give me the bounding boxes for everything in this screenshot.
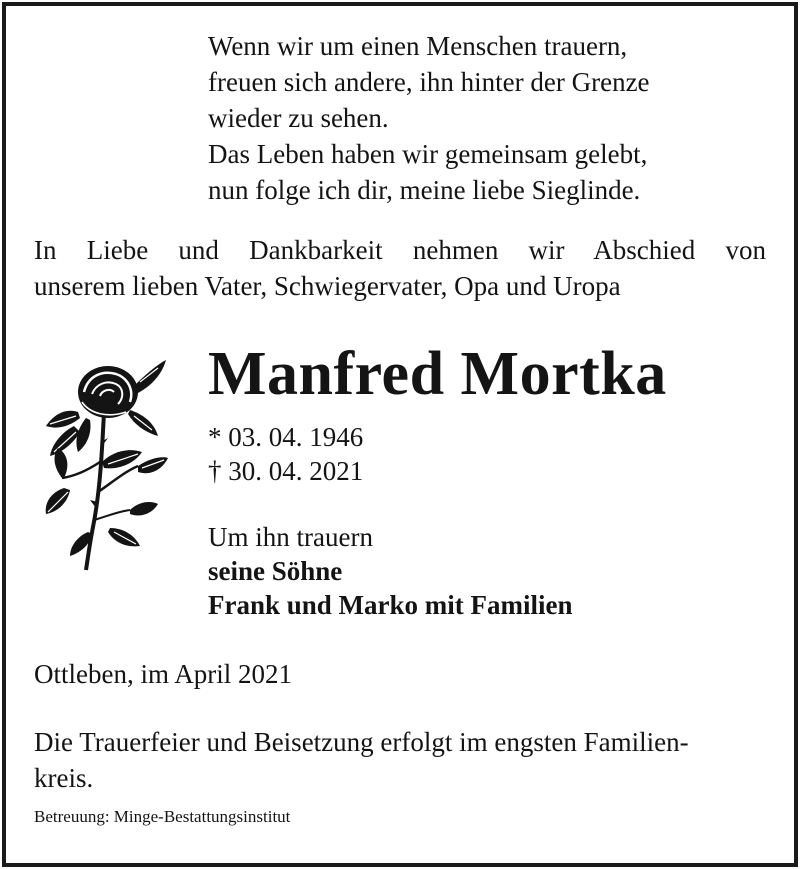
life-dates	[208, 420, 363, 488]
notice-line-2: kreis.	[34, 763, 94, 793]
poem-line: Wenn wir um einen Menschen trauern,	[208, 31, 628, 61]
rose-icon	[38, 352, 170, 572]
poem	[208, 28, 768, 208]
poem-line: wieder zu sehen.	[208, 103, 389, 133]
intro-line-2: unserem lieben Vater, Schwiegervater, Opa und Uropa	[34, 271, 621, 301]
farewell-intro	[34, 232, 766, 304]
death-date: † 30. 04. 2021	[208, 456, 364, 486]
poem-line: freuen sich andere, ihn hinter der Grenze	[208, 67, 650, 97]
mourners-line-2: Frank und Marko mit Familien	[208, 590, 573, 620]
birth-date: * 03. 04. 1946	[208, 422, 364, 452]
mourners-line-1: seine Söhne	[208, 556, 343, 586]
poem-line: nun folge ich dir, meine liebe Sieglinde.	[208, 175, 641, 205]
funeral-home-credit: Betreuung: Minge-Bestattungsinstitut	[34, 807, 291, 826]
notice-line-1: Die Trauerfeier und Beisetzung erfolgt im engsten Familien-	[34, 727, 689, 757]
deceased-name: Manfred Mortka	[208, 340, 667, 408]
poem-line: Das Leben haben wir gemeinsam gelebt,	[208, 139, 648, 169]
intro-line-1: In Liebe und Dankbarkeit nehmen wir Abschied von	[34, 235, 766, 265]
mourners	[208, 520, 573, 622]
place-and-date: Ottleben, im April 2021	[34, 659, 292, 689]
funeral-notice	[34, 724, 774, 796]
mourners-lead: Um ihn trauern	[208, 522, 373, 552]
